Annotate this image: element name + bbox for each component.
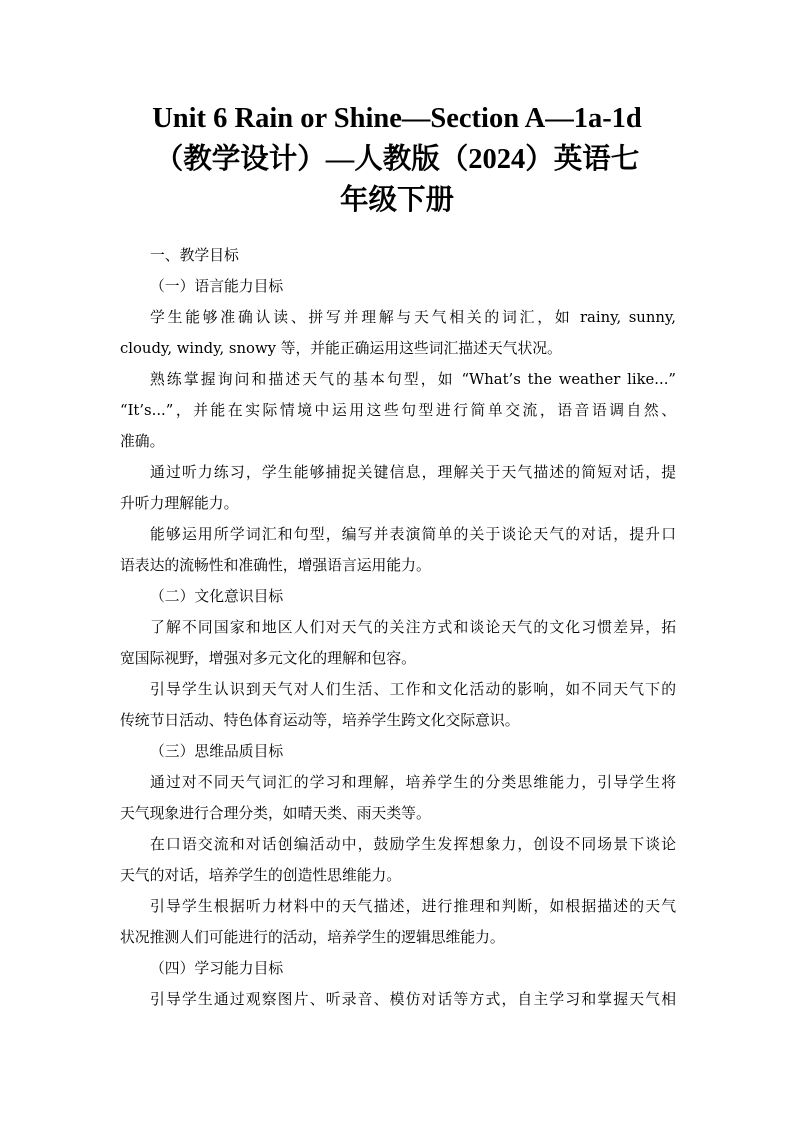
paragraph-line: 天气的对话，培养学生的创造性思维能力。 (120, 867, 402, 884)
paragraph-line: 状况推测人们可能进行的活动，培养学生的逻辑思维能力。 (120, 929, 505, 946)
paragraph-line: 升听力理解能力。 (120, 495, 239, 512)
title-line: 年级下册 (339, 185, 454, 216)
subsection-heading: （一）语言能力目标 (150, 278, 284, 295)
paragraph-line: 能够运用所学词汇和句型，编写并表演简单的关于谈论天气的对话，提升口 (150, 526, 676, 543)
paragraph-line: 引导学生根据听力材料中的天气描述，进行推理和判断，如根据描述的天气 (150, 898, 676, 915)
document-title (100, 98, 694, 221)
paragraph-line: 通过对不同天气词汇的学习和理解，培养学生的分类思维能力，引导学生将 (150, 774, 676, 791)
paragraph-line: 天气现象进行合理分类，如晴天类、雨天类等。 (120, 805, 431, 822)
paragraph-line: 引导学生认识到天气对人们生活、工作和文化活动的影响，如不同天气下的 (150, 681, 676, 698)
section-heading: 一、教学目标 (150, 247, 239, 264)
paragraph-line: 学生能够准确认读、拼写并理解与天气相关的词汇，如 rainy, sunny, (150, 309, 676, 326)
paragraph-line: 了解不同国家和地区人们对天气的关注方式和谈论天气的文化习惯差异，拓 (150, 619, 676, 636)
subsection-heading: （二）文化意识目标 (150, 588, 284, 605)
paragraph-line: cloudy, windy, snowy 等，并能正确运用这些词汇描述天气状况。 (120, 340, 562, 357)
paragraph-line: 通过听力练习，学生能够捕捉关键信息，理解关于天气描述的简短对话，提 (150, 464, 676, 481)
paragraph-line: 准确。 (120, 433, 165, 450)
title-line: Unit 6 Rain or Shine—Section A—1a-1d (152, 103, 642, 134)
title-line: （教学设计）—人教版（2024）英语七 (154, 144, 640, 175)
subsection-heading: （三）思维品质目标 (150, 743, 284, 760)
paragraph-line: 传统节日活动、特色体育运动等，培养学生跨文化交际意识。 (120, 712, 520, 729)
document-body (120, 240, 676, 1015)
paragraph-line: “It’s...”，并能在实际情境中运用这些句型进行简单交流，语音语调自然、 (120, 402, 676, 419)
paragraph-line: 语表达的流畅性和准确性，增强语言运用能力。 (120, 557, 431, 574)
paragraph-line: 宽国际视野，增强对多元文化的理解和包容。 (120, 650, 416, 667)
paragraph-line: 熟练掌握询问和描述天气的基本句型，如 “What’s the weather like...” (150, 371, 676, 388)
paragraph-line: 在口语交流和对话创编活动中，鼓励学生发挥想象力，创设不同场景下谈论 (150, 836, 676, 853)
paragraph-line: 引导学生通过观察图片、听录音、模仿对话等方式，自主学习和掌握天气相 (150, 991, 676, 1008)
subsection-heading: （四）学习能力目标 (150, 960, 284, 977)
